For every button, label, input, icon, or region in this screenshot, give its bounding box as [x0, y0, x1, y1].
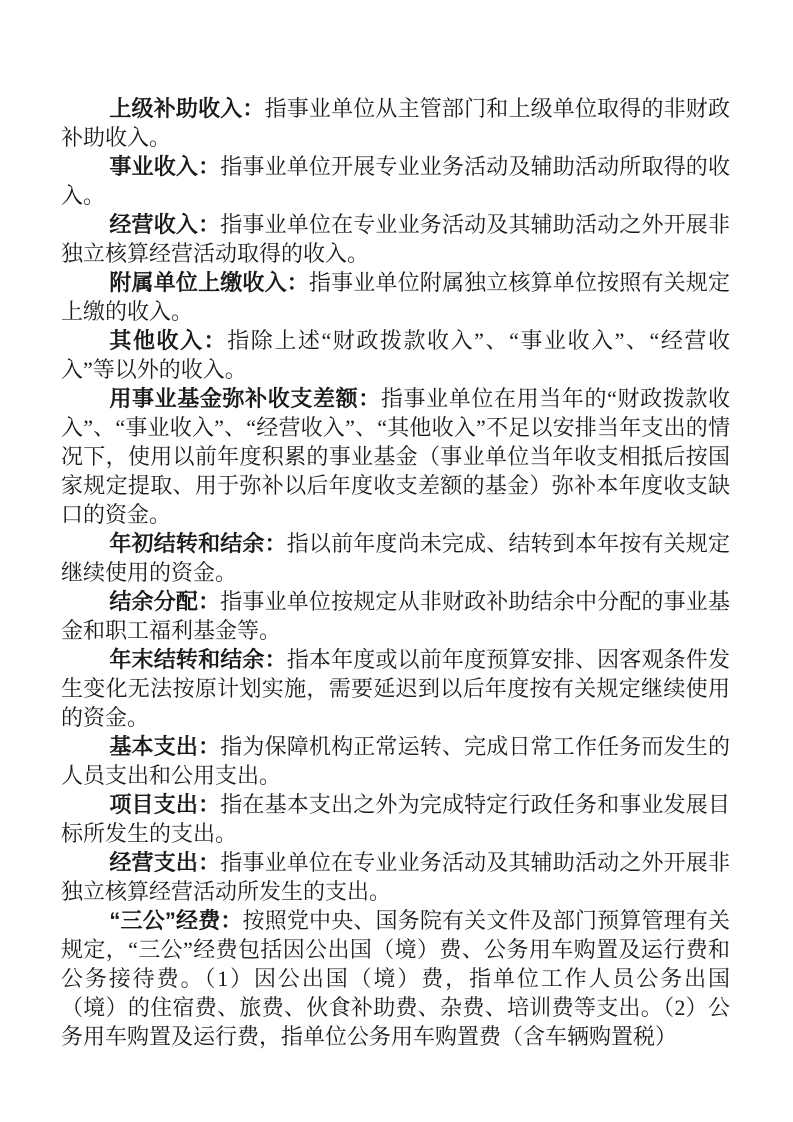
definition-paragraph — [61, 645, 730, 732]
definition-body: 指为保障机构正常运转、完成日常工作任务而发生的人员支出和公用支出。 — [61, 734, 730, 788]
definition-term: 其他收入： — [109, 328, 228, 353]
definition-body: 指本年度或以前年度预算安排、因客观条件发生变化无法按原计划实施，需要延迟到以后年度按有关规定继续使用的资金。 — [61, 647, 730, 730]
definition-term: 用事业基金弥补收支差额： — [109, 386, 381, 411]
definition-body: 指事业单位开展专业业务活动及辅助活动所取得的收入。 — [61, 154, 730, 208]
definition-body: 指除上述“财政拨款收入”、“事业收入”、“经营收入”等以外的收入。 — [61, 328, 730, 382]
definition-term: 上级补助收入： — [109, 96, 265, 121]
definition-paragraph — [61, 210, 730, 268]
definition-paragraph — [61, 529, 730, 587]
definition-paragraph — [61, 268, 730, 326]
definition-body: 指事业单位按规定从非财政补助结余中分配的事业基金和职工福利基金等。 — [61, 589, 730, 643]
definition-paragraph — [61, 384, 730, 529]
definition-body: 指事业单位从主管部门和上级单位取得的非财政补助收入。 — [61, 96, 730, 150]
definition-body: 按照党中央、国务院有关文件及部门预算管理有关规定，“三公”经费包括因公出国（境）费、公务用车购置及运行费和公务接待费。（1）因公出国（境）费，指单位工作人员公务出国（境）的住宿费、旅费、伙食补助费、杂费、培训费等支出。（2）公务用车购置及运行费，指单位公务用车购置费（含车辆购置税） — [61, 908, 730, 1049]
definition-term: 事业收入： — [109, 154, 221, 179]
definition-term: 经营收入： — [109, 212, 221, 237]
definition-term: 结余分配： — [109, 589, 221, 614]
definition-term: “三公”经费： — [109, 908, 243, 933]
definition-body: 指事业单位在专业业务活动及其辅助活动之外开展非独立核算经营活动所发生的支出。 — [61, 850, 730, 904]
definition-body: 指事业单位在用当年的“财政拨款收入”、“事业收入”、“经营收入”、“其他收入”不足以安排当年支出的情况下，使用以前年度积累的事业基金（事业单位当年收支相抵后按国家规定提取、用于弥补以后年度收支差额的基金）弥补本年度收支缺口的资金。 — [61, 386, 730, 527]
definition-term: 附属单位上缴收入： — [109, 270, 309, 295]
definition-body: 指以前年度尚未完成、结转到本年按有关规定继续使用的资金。 — [61, 531, 730, 585]
definition-paragraph — [61, 906, 730, 1051]
definition-term: 经营支出： — [109, 850, 221, 875]
definition-paragraph — [61, 732, 730, 790]
definition-term: 年末结转和结余： — [109, 647, 287, 672]
definition-paragraph — [61, 152, 730, 210]
definition-term: 基本支出： — [109, 734, 221, 759]
definition-term: 年初结转和结余： — [109, 531, 287, 556]
definition-paragraph — [61, 587, 730, 645]
document-content — [61, 94, 730, 1051]
definition-paragraph — [61, 94, 730, 152]
definition-paragraph — [61, 848, 730, 906]
definition-paragraph — [61, 790, 730, 848]
definition-term: 项目支出： — [109, 792, 221, 817]
definition-body: 指事业单位附属独立核算单位按照有关规定上缴的收入。 — [61, 270, 730, 324]
definition-body: 指在基本支出之外为完成特定行政任务和事业发展目标所发生的支出。 — [61, 792, 730, 846]
definition-paragraph — [61, 326, 730, 384]
definition-body: 指事业单位在专业业务活动及其辅助活动之外开展非独立核算经营活动取得的收入。 — [61, 212, 730, 266]
